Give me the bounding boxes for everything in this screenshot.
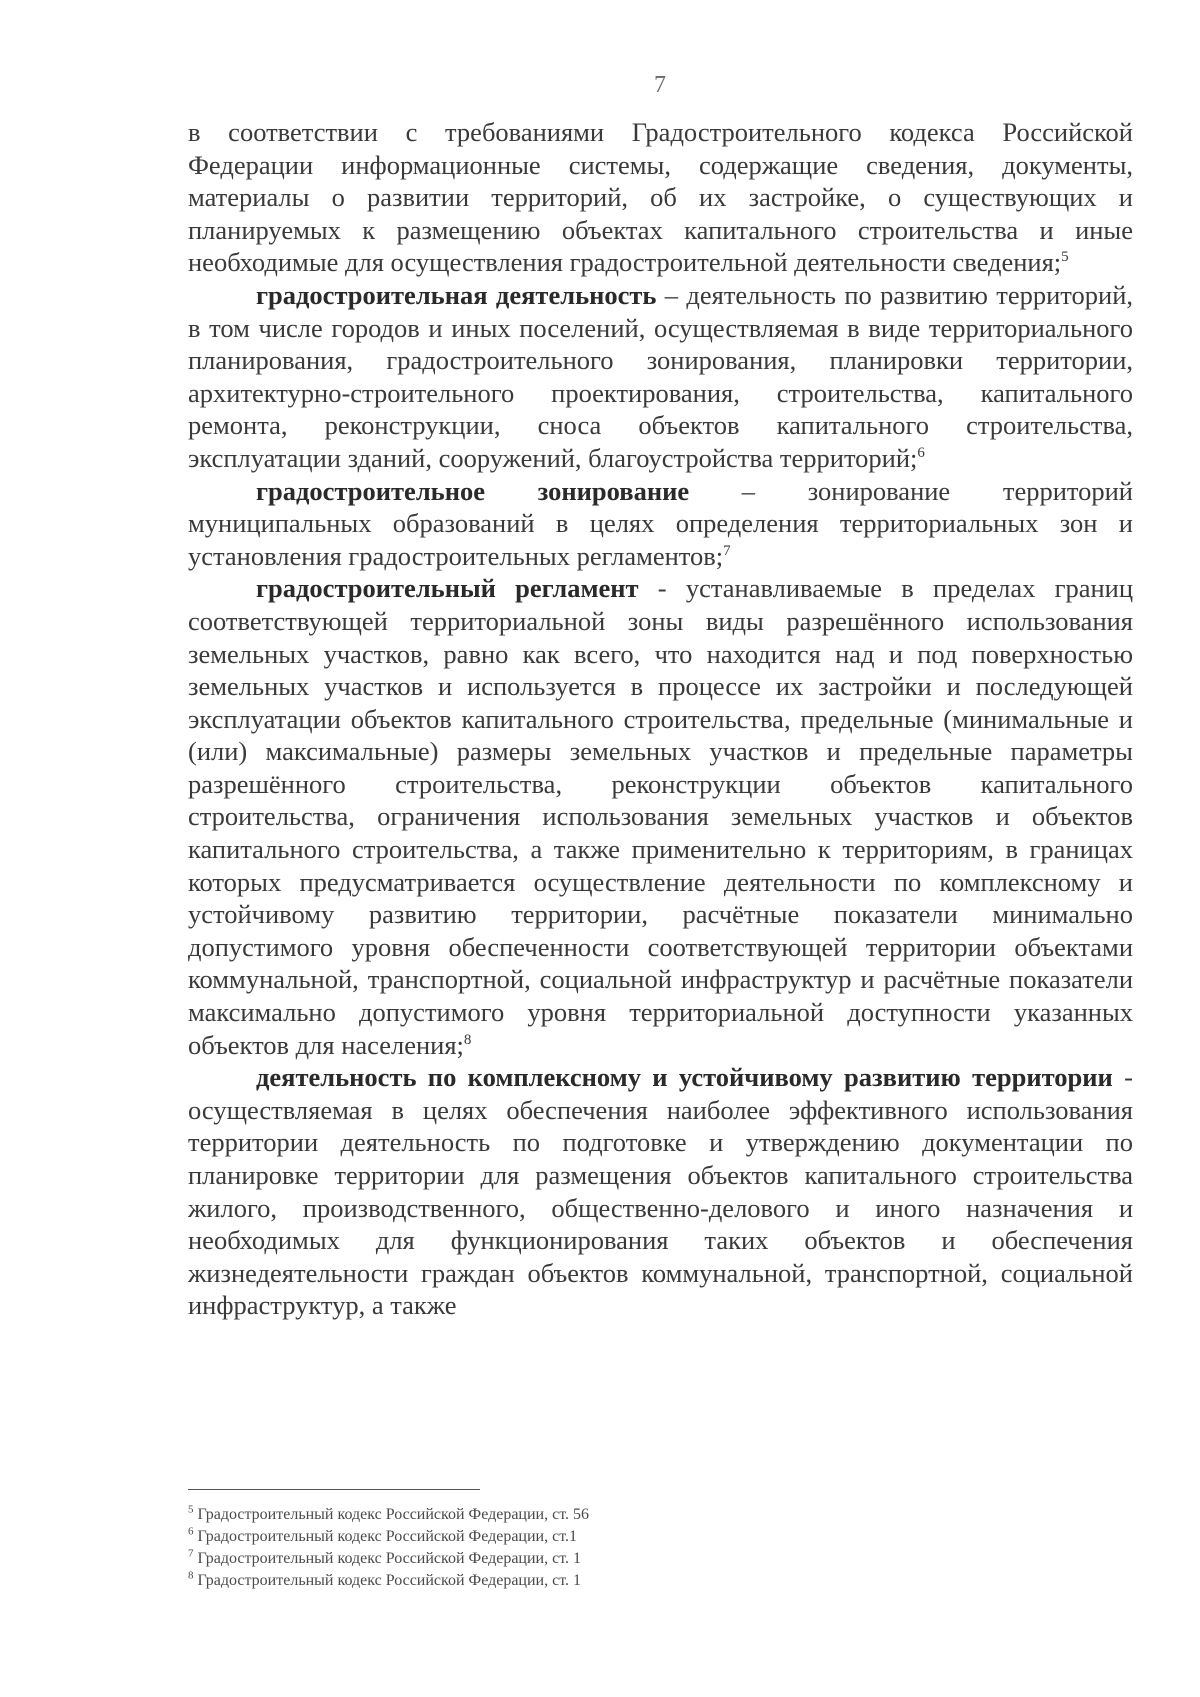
paragraph-term-definition <box>188 572 1133 1061</box>
footnotes-section <box>188 1504 888 1592</box>
definition-text: – зонирование территорий муниципальных образований в целях определения территориальных зон и установления градостроительных регламентов; <box>188 475 1133 571</box>
footnote-item <box>188 1504 888 1526</box>
definition-text: – деятельность по развитию территорий, в том числе городов и иных поселений, осуществляемая в виде территориального планирования, градостроительного зонирования, планировки территории, архитектурно-строительного проектирования, строительства, капитального ремонта, реконструкции, сноса объектов капитального строительства, эксплуатации зданий, сооружений, благоустройства территорий; <box>188 279 1134 473</box>
footnote-number: 6 <box>188 1525 194 1538</box>
definition-text: - устанавливаемые в пределах границ соответствующей территориальной зоны виды разрешённого использования земельных участков, равно как всего, что находится над и под поверхностью земельных участков и используется в процессе их застройки и последующей эксплуатации объектов капитального строительства, предельные (минимальные и (или) максимальные) размеры земельных участков и предельные параметры разрешённого строительства, реконструкции объектов капитального строительства, ограничения использования земельных участков и объектов капитального строительства, а также применительно к территориям, в границах которых предусматривается осуществление деятельности по комплексному и устойчивому развитию территории, расчётные показатели минимально допустимого уровня обеспеченности соответствующей территории объектами коммунальной, транспортной, социальной инфраструктур и расчётные показатели максимально допустимого уровня территориальной доступности указанных объектов для населения; <box>188 573 1133 1060</box>
footnote-text: Градостроительный кодекс Российской Федерации, ст. 56 <box>193 1506 590 1523</box>
paragraph-term-definition <box>188 279 1133 475</box>
footnote-number: 7 <box>188 1547 194 1560</box>
document-body <box>188 116 1133 1322</box>
footnote-divider <box>188 1489 480 1490</box>
footnote-text: Градостроительный кодекс Российской Федерации, ст. 1 <box>193 1572 582 1589</box>
footnote-ref[interactable]: 7 <box>723 542 731 559</box>
footnote-ref[interactable]: 6 <box>917 445 925 462</box>
footnote-item <box>188 1570 888 1592</box>
footnote-item <box>188 1548 888 1570</box>
footnote-number: 5 <box>188 1503 194 1516</box>
defined-term: градостроительный регламент <box>256 573 639 604</box>
footnote-item <box>188 1526 888 1548</box>
page-number: 7 <box>654 72 666 98</box>
footnote-text: Градостроительный кодекс Российской Федерации, ст. 1 <box>193 1550 582 1567</box>
definition-text: - осуществляемая в целях обеспечения наиболее эффективного использования территории деятельность по подготовке и утверждению документации по планировке территории для размещения объектов капитального строительства жилого, производственного, общественно-делового и иного назначения и необходимых для функционирования таких объектов и обеспечения жизнедеятельности граждан объектов коммунальной, транспортной, социальной инфраструктур, а также <box>188 1062 1133 1321</box>
paragraph-gisogd-definition-end <box>188 116 1133 279</box>
paragraph-term-definition <box>188 475 1133 573</box>
paragraph-term-definition <box>188 1061 1133 1322</box>
defined-term: градостроительное зонирование <box>256 475 690 506</box>
footnote-ref[interactable]: 5 <box>1061 249 1069 266</box>
paragraph-text: в соответствии с требованиями Градостроительного кодекса Российской Федерации информационные системы, содержащие сведения, документы, материалы о развитии территорий, об их застройке, о существующих и планируемых к размещению объектах капитального строительства и иные необходимые для осуществления градостроительной деятельности сведения; <box>188 117 1133 278</box>
defined-term: деятельность по комплексному и устойчивому развитию территории <box>256 1062 1113 1093</box>
defined-term: градостроительная деятельность <box>256 279 657 310</box>
footnote-text: Градостроительный кодекс Российской Федерации, ст.1 <box>193 1528 578 1545</box>
footnote-number: 8 <box>188 1569 194 1582</box>
footnote-ref[interactable]: 8 <box>463 1031 472 1048</box>
